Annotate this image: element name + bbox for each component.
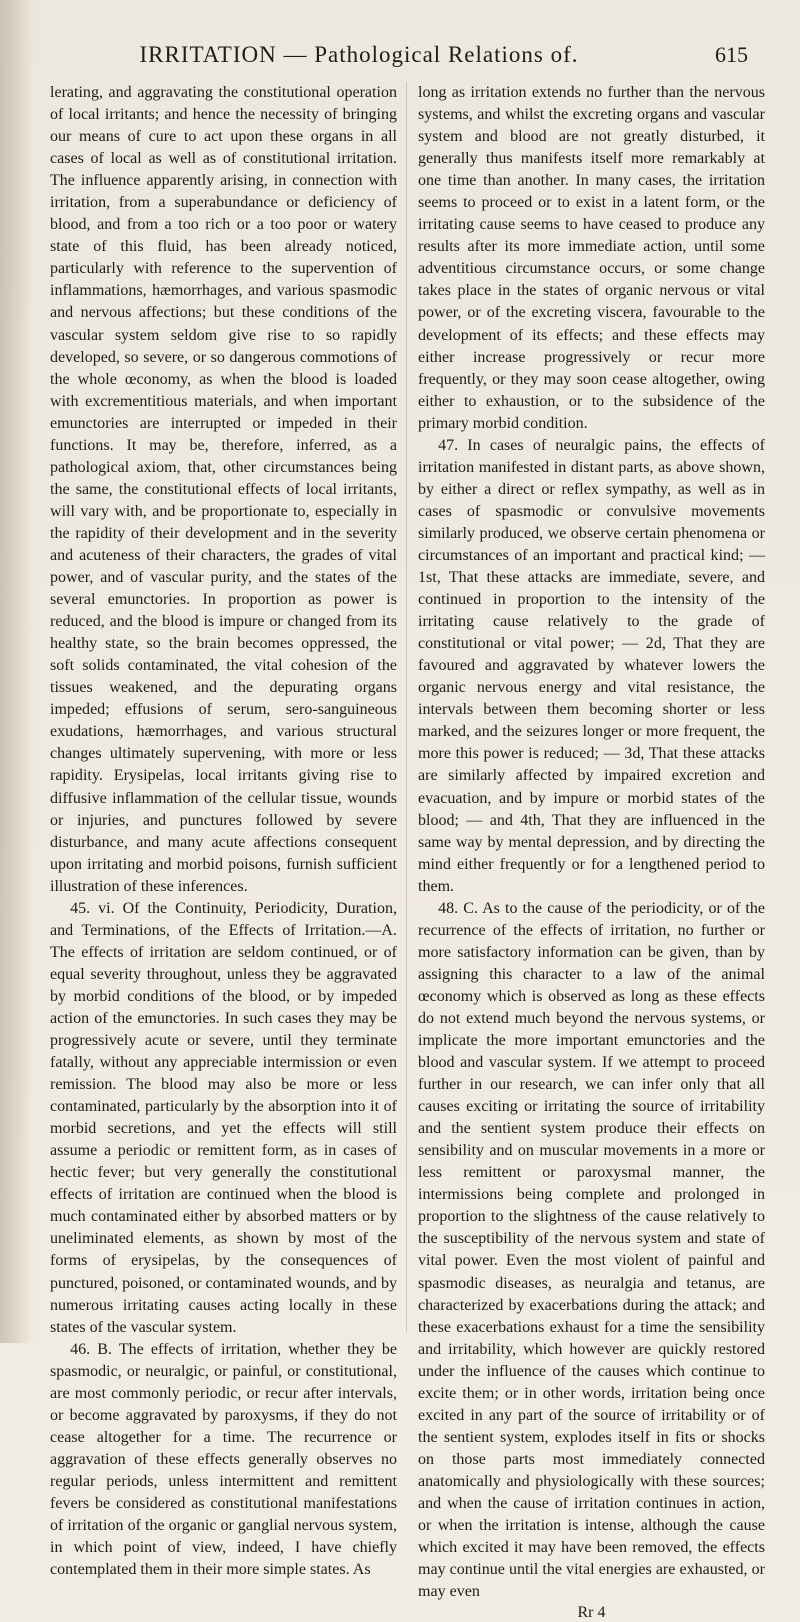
column-divider [406, 82, 407, 1332]
paragraph-left-2: 45. vi. Of the Continuity, Periodicity, Duration, and Terminations, of the Effects of Irritation.—A. The effects of irritation are seldom continued, or of equal severity throughout, unless they be aggravated by morbid conditions of the blood, or by impeded action of the emunctories. In such cases they may be progressively acute or severe, until they terminate fatally, without any appreciable intermission or even remission. The blood may also be more or less contaminated, particularly by the absorption into it of morbid secretions, and yet the effects will still assume a periodic or remittent form, as in cases of hectic fever; but very generally the constitutional effects of irritation are continued when the blood is much contaminated either by absorbed matters or by uneliminated elements, as shown by most of the forms of erysipelas, by the consequences of punctured, poisoned, or contaminated wounds, and by numerous irritating causes acting locally in these states of the vascular system. [50, 899, 397, 1336]
left-column [50, 82, 397, 1579]
paragraph-right-1: long as irritation extends no further than the nervous systems, and whilst the excreting organs and vascular system and blood are not greatly disturbed, it generally thus manifests itself more remarkably at one time than another. In many cases, the irritation seems to proceed or to exist in a latent form, or the irritating cause seems to have ceased to produce any results after its more immediate action, until some adventitious circumstance occurs, or some change takes place in the states of organic nervous or vital power, or of the excreting viscera, favourable to the development of its effects; and these effects may either increase progressively or recur more frequently, or they may soon cease altogether, owing either to exhaustion, or to the subsidence of the primary morbid condition. [418, 84, 765, 432]
right-column [418, 82, 765, 1622]
paragraph-right-2: 47. In cases of neuralgic pains, the effects of irritation manifested in distant parts, as above shown, by either a direct or reflex sympathy, as well as in cases of spasmodic or convulsive movements similarly produced, we observe certain phenomena or circumstances of an important and practical kind; — 1st, That these attacks are immediate, severe, and continued in proportion to the intensity of the irritating cause relatively to the grade of constitutional or vital power; — 2d, That they are favoured and aggravated by whatever lowers the organic nervous energy and vital resistance, the intervals between them becoming shorter or less marked, and the seizures longer or more frequent, the more this power is reduced; — 3d, That these attacks are similarly affected by impaired excretion and evacuation, and by impure or morbid states of the blood; — and 4th, That they are influenced in the same way by mental depression, and by directing the mind either frequently or for a lengthened period to them. [418, 436, 765, 895]
two-column-text [50, 82, 768, 1622]
signature-mark: Rr 4 [577, 1604, 606, 1622]
running-head [50, 42, 748, 70]
page-number: 615 [715, 42, 748, 67]
page-shadow [0, 0, 32, 1343]
page-header-title: IRRITATION — Pathological Relations of. [139, 42, 579, 67]
paragraph-left-1: lerating, and aggravating the constitutional operation of local irritants; and hence the necessity of bringing our means of cure to act upon these organs in all cases of local as well as of constitutional irritation. The influence apparently arising, in connection with irritation, from a superabundance or deficiency of blood, and from a too rich or a too poor or watery state of this fluid, has been already noticed, particularly with reference to the supervention of inflammations, hæmorrhages, and various spasmodic and nervous affections; but these conditions of the vascular system seldom give rise to so rapidly developed, so severe, or so dangerous commotions of the whole œconomy, as when the blood is loaded with excrementitious materials, and when important emunctories are interrupted or impeded in their functions. It may be, therefore, inferred, as a pathological axiom, that, other circumstances being the same, the constitutional effects of local irritants, will vary with, and be proportionate to, especially in the rapidity of their development and in the severity and acuteness of their characters, the grades of vital power, and of vascular purity, and the states of the several emunctories. In proportion as power is reduced, and the blood is impure or changed from its healthy state, so the brain becomes oppressed, the soft solids contaminated, the vital cohesion of the tissues weakened, and the depurating organs impeded; effusions of serum, sero-sanguineous exudations, hæmorrhages, and various structural changes ultimately supervening, with more or less rapidity. Erysipelas, local irritants giving rise to diffusive inflammation of the cellular tissue, wounds or injuries, and punctures followed by severe disturbance, and many acute affections consequent upon irritating and morbid poisons, furnish sufficient illustration of these inferences. [50, 84, 397, 895]
paragraph-right-3: 48. C. As to the cause of the periodicity, or of the recurrence of the effects of irritation, no further or more satisfactory information can be given, than by assigning this character to a law of the animal œconomy which is observed as long as these effects do not extend much beyond the nervous systems, or implicate the more important emunctories and the blood and vascular system. If we attempt to proceed further in our research, we can infer only that all causes exciting or irritating the source of irritability and the sentient system produce their effects on sensibility and on muscular movements in a more or less remittent or paroxysmal manner, the intermissions being complete and prolonged in proportion to the slightness of the cause relatively to the susceptibility of the nervous system and state of vital power. Even the most violent of painful and spasmodic diseases, as neuralgia and tetanus, are characterized by exacerbations during the attack; and these exacerbations exhaust for a time the sensibility and irritability, which however are quickly restored under the influence of the causes which continue to excite them; or in other words, irritation being once excited in any part of the source of irritability or of the sentient system, explodes itself in fits or shocks on those parts most immediately connected anatomically and physiologically with these sources; and when the cause of irritation continues in action, or when the irritation is intense, although the cause which excited it may have been removed, the effects may continue until the vital energies are exhausted, or may even [418, 899, 765, 1601]
paragraph-left-3: 46. B. The effects of irritation, whether they be spasmodic, or neuralgic, or painful, or constitutional, are most commonly periodic, or recur after intervals, or become aggravated by paroxysms, if they do not cease altogether for a time. The recurrence or aggravation of these effects generally observes no regular periods, unless intermittent and remittent fevers be considered as constitutional manifestations of irritation of the organic or ganglial nervous system, in which point of view, indeed, I have chiefly contemplated them in their more simple states. As [50, 1340, 397, 1579]
